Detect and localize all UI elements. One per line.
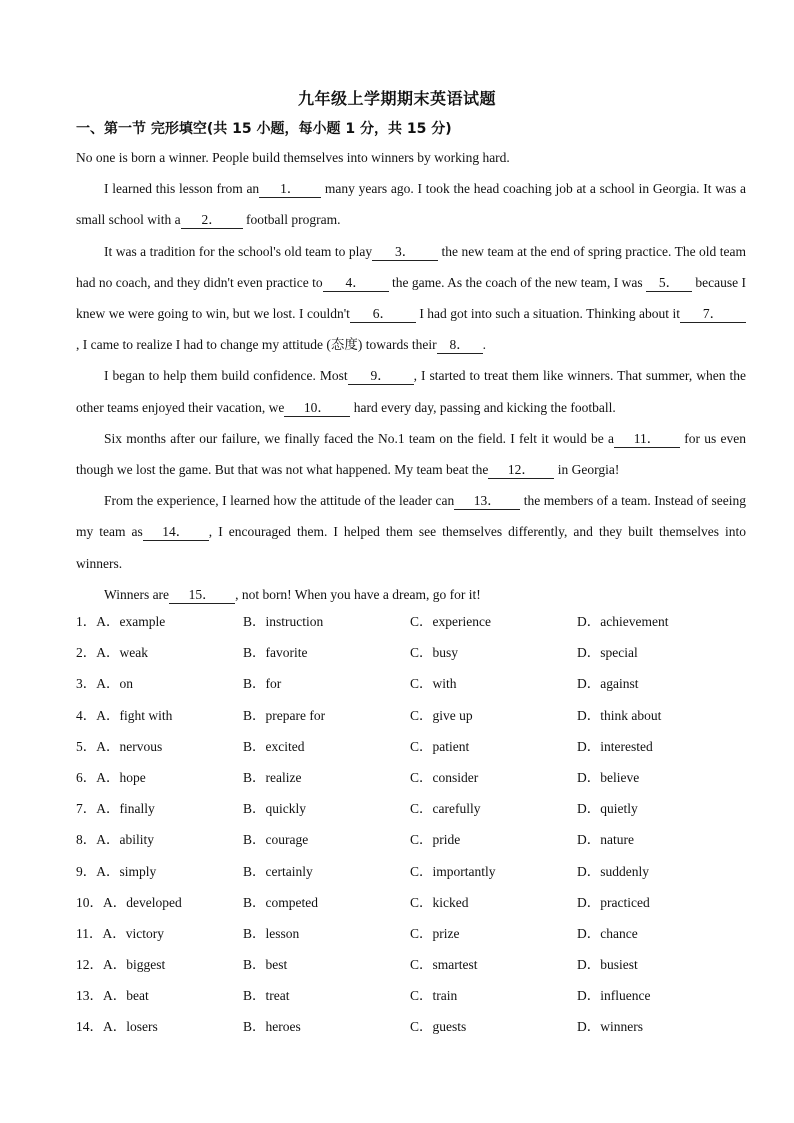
section-heading: 一、第一节 完形填空(共 15 小题，每小题 1 分，共 15 分) (76, 121, 452, 137)
question-row (76, 828, 756, 859)
option-c: C．busy (410, 645, 459, 661)
question-row (76, 704, 756, 735)
option-b: B．realize (243, 769, 302, 785)
option-c: C．pride (410, 832, 461, 848)
option-d: D．busiest (577, 957, 638, 973)
option-a: 7．A．finally (76, 801, 155, 817)
option-d: D．influence (577, 988, 651, 1004)
option-b: B．treat (243, 988, 290, 1004)
question-row (76, 610, 756, 641)
blank-4: 4． (323, 275, 389, 292)
blank-5: 5． (646, 275, 692, 292)
option-d: D．nature (577, 832, 634, 848)
passage-text: football program. (242, 212, 341, 228)
blank-11: 11． (614, 431, 680, 448)
option-c: C．patient (410, 738, 470, 754)
option-b: B．lesson (243, 925, 300, 941)
passage-text: because I knew we were going to win, but we lost. I couldn't (76, 274, 746, 322)
option-c: C．consider (410, 769, 479, 785)
question-row (76, 797, 756, 828)
option-a: 12．A．biggest (76, 957, 166, 973)
option-b: B．excited (243, 738, 305, 754)
option-c: C．give up (410, 707, 473, 723)
question-row (76, 766, 756, 797)
blank-14: 14． (143, 524, 209, 541)
option-a: 6．A．hope (76, 769, 146, 785)
option-b: B．prepare for (243, 707, 326, 723)
passage-text: From the experience, I learned how the attitude of the leader can (104, 493, 455, 509)
blank-3: 3． (372, 244, 438, 261)
passage-text: . (482, 337, 486, 353)
question-row (76, 1015, 756, 1046)
option-a: 11．A．victory (76, 925, 164, 941)
answer-options (76, 610, 756, 1047)
option-a: 10．A．developed (76, 894, 182, 910)
passage-text: hard every day, passing and kicking the football. (350, 399, 616, 415)
option-b: B．heroes (243, 1019, 301, 1035)
passage-text: I had got into such a situation. Thinking about it (415, 306, 680, 322)
passage-text: for us even though we lost the game. But that was not what happened. My team beat the (76, 430, 747, 478)
blank-13: 13． (454, 493, 520, 510)
passage-text: , not born! When you have a dream, go for it! (235, 586, 481, 602)
option-b: B．for (243, 676, 282, 692)
option-b: B．competed (243, 894, 318, 910)
option-c: C．smartest (410, 957, 478, 973)
page-title: 九年级上学期期末英语试题 (297, 89, 496, 108)
passage-text: It was a tradition for the school's old team to play (104, 243, 373, 259)
passage-text: Winners are (104, 586, 170, 602)
option-c: C．with (410, 676, 457, 692)
option-d: D．interested (577, 738, 653, 754)
question-row (76, 641, 756, 672)
passage-paragraph-6 (76, 485, 746, 579)
blank-15: 15． (169, 587, 235, 604)
passage-text: many years ago. I took the head coaching job at a school in Georgia. It was a small school with a (76, 181, 746, 228)
option-a: 9．A．simply (76, 863, 157, 879)
passage-paragraph-2 (76, 173, 746, 235)
passage-paragraph-7 (76, 579, 746, 610)
option-c: C．guests (410, 1019, 467, 1035)
passage-text: I began to help them build confidence. Most (104, 368, 348, 384)
option-d: D．quietly (577, 801, 638, 817)
option-d: D．winners (577, 1019, 643, 1035)
question-row (76, 984, 756, 1015)
question-row (76, 891, 756, 922)
option-d: D．suddenly (577, 863, 649, 879)
passage-text: I learned this lesson from an (104, 181, 260, 197)
option-d: D．practiced (577, 894, 650, 910)
option-d: D．think about (577, 707, 662, 723)
option-d: D．chance (577, 925, 638, 941)
option-c: C．prize (410, 925, 460, 941)
passage-text: , I came to realize I had to change my attitude (态度) towards their (76, 337, 437, 353)
option-b: B．courage (243, 832, 309, 848)
option-c: C．experience (410, 614, 491, 629)
option-d: D．achievement (577, 614, 669, 629)
option-a: 4．A．fight with (76, 707, 173, 723)
blank-12: 12． (488, 462, 554, 479)
option-b: B．certainly (243, 863, 313, 879)
question-row (76, 922, 756, 953)
option-a: 14．A．losers (76, 1019, 158, 1035)
blank-1: 1． (259, 181, 321, 198)
question-row (76, 860, 756, 891)
option-b: B．quickly (243, 801, 306, 817)
option-c: C．importantly (410, 863, 496, 879)
passage-paragraph-4 (76, 360, 746, 422)
option-b: B．best (243, 957, 288, 973)
option-d: D．against (577, 676, 639, 692)
option-b: B．instruction (243, 614, 324, 629)
option-a: 3．A．on (76, 676, 133, 692)
passage-paragraph-3 (76, 236, 746, 361)
blank-6: 6． (350, 306, 416, 323)
passage-text: the new team at the end of spring practice. The old team had no coach, and they didn't even practice to (76, 243, 746, 290)
option-a: 2．A．weak (76, 645, 148, 661)
passage-paragraph-5 (76, 423, 746, 485)
option-c: C．train (410, 988, 458, 1004)
option-c: C．carefully (410, 801, 481, 817)
passage-text: in Georgia! (554, 462, 620, 478)
cloze-passage (76, 142, 746, 610)
passage-text: , I started to treat them like winners. That summer, when the other teams enjoyed their vacation, we (76, 368, 746, 415)
question-row (76, 953, 756, 984)
blank-10: 10． (284, 400, 350, 417)
blank-7: 7． (680, 306, 746, 323)
option-a: 8．A．ability (76, 832, 154, 848)
option-d: D．special (577, 645, 638, 661)
option-a: 13．A．beat (76, 988, 149, 1004)
option-c: C．kicked (410, 894, 469, 910)
option-b: B．favorite (243, 645, 308, 661)
passage-text: the game. As the coach of the new team, I was (388, 274, 646, 290)
question-row (76, 735, 756, 766)
passage-text: Six months after our failure, we finally faced the No.1 team on the field. I felt it would be a (104, 430, 615, 446)
passage-text: the members of a team. Instead of seeing my team as (76, 493, 746, 540)
passage-paragraph-1: No one is born a winner. People build themselves into winners by working hard. (76, 150, 510, 165)
option-d: D．believe (577, 769, 640, 785)
passage-text: , I encouraged them. I helped them see themselves differently, and they built themselves into winners. (76, 524, 747, 571)
option-a: 5．A．nervous (76, 738, 163, 754)
blank-2: 2． (181, 212, 243, 229)
option-a: 1．A．example (76, 614, 166, 629)
blank-9: 9． (348, 368, 414, 385)
question-row (76, 672, 756, 703)
blank-8: 8． (437, 337, 483, 354)
